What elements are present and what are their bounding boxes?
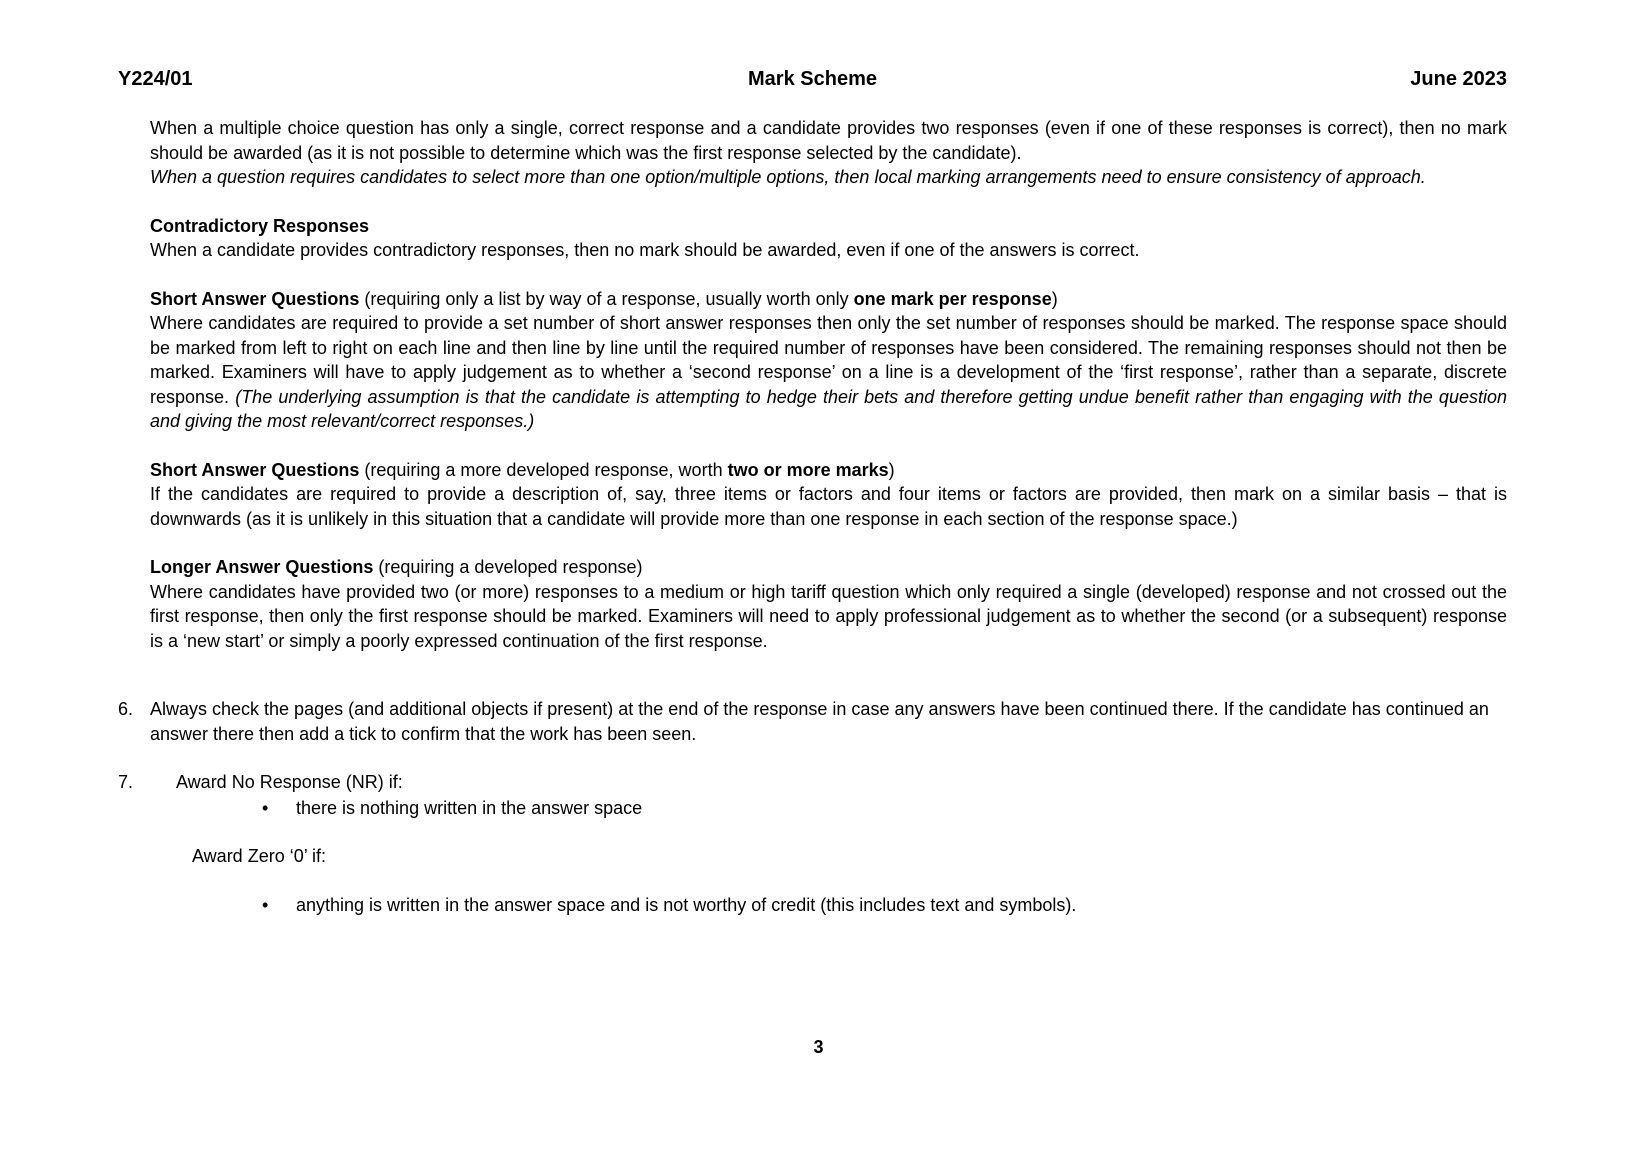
paragraph-short-answer-developed (150, 482, 1507, 531)
text-segment: ) (1051, 288, 1058, 309)
text-segment: Short Answer Questions (150, 459, 360, 480)
text-segment: two or more marks (727, 459, 889, 480)
heading-short-answer-list (150, 287, 1507, 312)
item-6-number: 6. (118, 699, 134, 719)
heading-contradictory-responses (150, 214, 1507, 239)
text-segment: Where candidates are required to provide a set number of short answer responses then only the set number of responses should be marked. The response space should be marked from left to right on each line and then line by line until the required number of responses have been considered. The remaining responses should not then be marked. Examiners will have to apply judgement as to whether a ‘second response’ on a line is a development of the ‘first response’, rather than a separate, discrete response. (150, 313, 1507, 407)
item-7-number: 7. (118, 772, 134, 792)
bullet-icon: • (262, 797, 269, 818)
text-segment: ) (888, 459, 895, 480)
page-footer (0, 1037, 1637, 1058)
heading-longer-answer (150, 555, 1507, 580)
document-content (118, 116, 1507, 917)
text-segment: (requiring only a list by way of a response, usually worth only (359, 288, 854, 309)
paragraph-multiple-choice-italic (150, 165, 1507, 190)
doc-title: Mark Scheme (748, 68, 877, 90)
numbered-item-7 (118, 770, 1507, 795)
bullet-nothing-written-text: there is nothing written in the answer space (296, 797, 643, 818)
text-segment: (requiring a more developed response, worth (359, 459, 728, 480)
doc-date: June 2023 (1410, 68, 1507, 90)
paragraph-longer-answer (150, 580, 1507, 654)
text-segment: If the candidates are required to provide a description of, say, three items or factors and four items or factors are provided, then mark on a similar basis – that is downwards (as it is unlikely in this situation that a candidate will provide more than one response in each section of the response space.) (150, 484, 1507, 529)
text-segment: Longer Answer Questions (150, 557, 374, 577)
award-zero-label: Award Zero ‘0’ if: (192, 846, 327, 866)
page-header (118, 68, 1507, 91)
text-segment: one mark per response (853, 288, 1052, 309)
text-segment: When a candidate provides contradictory responses, then no mark should be awarded, even if one of the answers is correct. (150, 240, 1140, 260)
paragraph-short-answer-list (150, 311, 1507, 434)
text-segment: Short Answer Questions (150, 288, 360, 309)
text-segment: Contradictory Responses (150, 215, 370, 236)
item-6-text: Always check the pages (and additional objects if present) at the end of the response in case any answers have been continued there. If the candidate has continued an answer there then add a tick to confirm that the work has been seen. (150, 699, 1489, 744)
bullet-not-worthy (262, 893, 1507, 918)
text-segment: When a multiple choice question has only a single, correct response and a candidate provides two responses (even if one of these responses is correct), then no mark should be awarded (as it is not possible to determine which was the first response selected by the candidate). (150, 118, 1507, 163)
text-segment: Where candidates have provided two (or more) responses to a medium or high tariff question which only required a single (developed) response and not crossed out the first response, then only the first response should be marked. Examiners will need to apply professional judgement as to whether the second (or a subsequent) response is a ‘new start’ or simply a poorly expressed continuation of the first response. (150, 581, 1507, 651)
text-segment: (The underlying assumption is that the candidate is attempting to hedge their bets and therefore getting undue benefit rather than engaging with the question and giving the most relevant/correct responses.) (150, 386, 1507, 431)
doc-code: Y224/01 (118, 68, 193, 90)
item-7-text: Award No Response (NR) if: (176, 772, 403, 792)
bullet-icon: • (262, 894, 269, 915)
heading-short-answer-developed (150, 458, 1507, 483)
page-number: 3 (813, 1037, 824, 1057)
bullet-nothing-written (262, 796, 1507, 821)
text-segment: (requiring a developed response) (373, 557, 643, 577)
paragraph-multiple-choice (150, 116, 1507, 165)
paragraph-contradictory-responses (150, 238, 1507, 263)
text-segment: When a question requires candidates to select more than one option/multiple options, then local marking arrangements need to ensure consistency of approach. (150, 167, 1426, 187)
numbered-item-6 (118, 697, 1507, 746)
bullet-not-worthy-text: anything is written in the answer space and is not worthy of credit (this includes text and symbols). (296, 894, 1077, 915)
